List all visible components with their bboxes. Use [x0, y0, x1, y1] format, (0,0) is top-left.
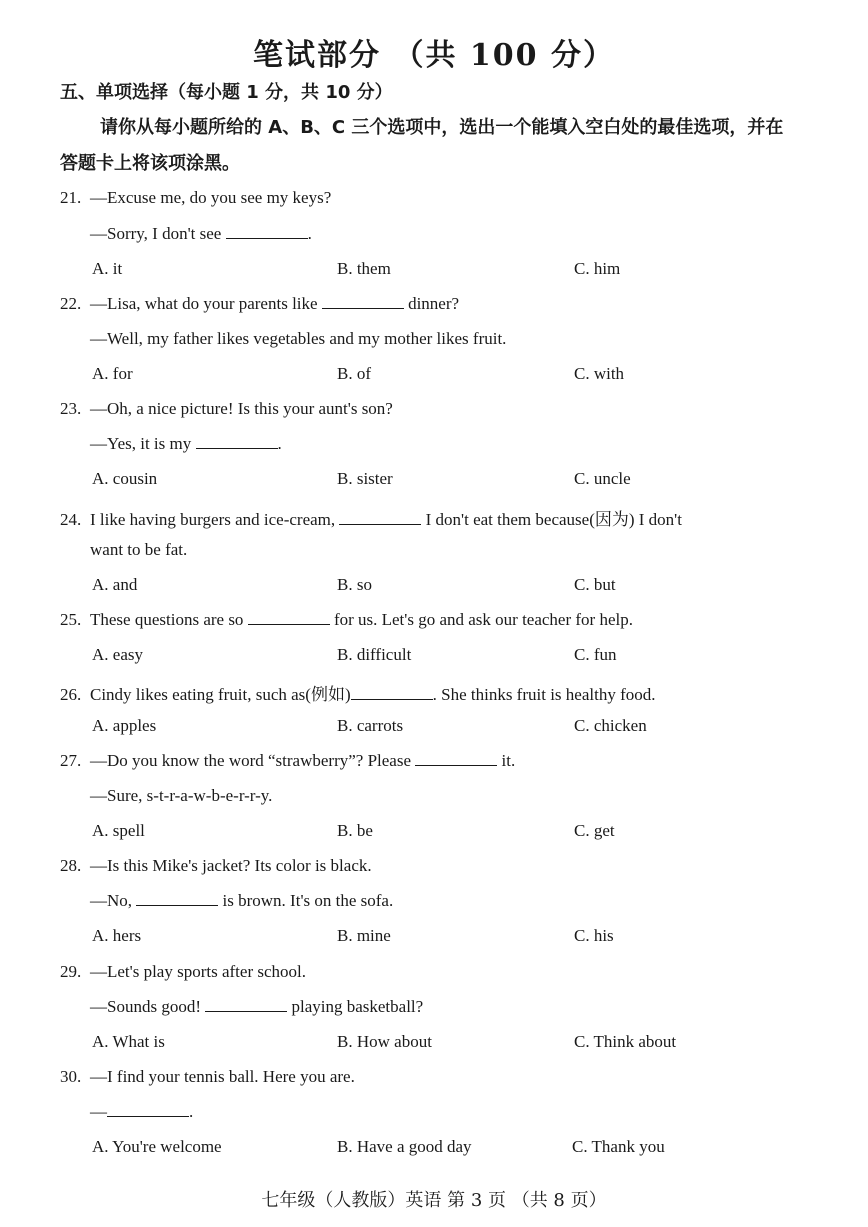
- question-text: —: [90, 1102, 107, 1121]
- option-a: A. and: [92, 575, 138, 594]
- question-text: for us. Let's go and ask our teacher for help.: [329, 610, 633, 629]
- question-text: is brown. It's on the sofa.: [218, 891, 394, 910]
- option-a: A. spell: [92, 821, 145, 840]
- question-22-line-2: —Well, my father likes vegetables and my mother likes fruit.: [90, 329, 507, 348]
- question-text: it.: [497, 751, 516, 770]
- question-21-line-2: [90, 224, 312, 244]
- answer-blank: [248, 610, 330, 625]
- answer-blank: [107, 1102, 189, 1117]
- option-c: C. chicken: [574, 716, 647, 735]
- section-heading: 五、单项选择（每小题 1 分，共 10 分）: [60, 82, 393, 103]
- option-a: A. for: [92, 364, 133, 383]
- question-21: [60, 188, 331, 208]
- answer-blank: [136, 891, 218, 906]
- question-text: I don't eat them because(因为) I don't: [421, 510, 682, 529]
- question-text: I like having burgers and ice-cream,: [90, 510, 340, 529]
- question-text: —Do you know the word “strawberry”? Please: [90, 751, 416, 770]
- option-c: C. Thank you: [572, 1137, 665, 1156]
- option-a: A. it: [92, 259, 123, 278]
- option-a: A. easy: [92, 645, 143, 664]
- option-b: B. them: [337, 259, 391, 278]
- answer-blank: [205, 997, 287, 1012]
- question-number: 30.: [60, 1067, 82, 1086]
- question-25: [60, 610, 633, 630]
- question-text: —Lisa, what do your parents like: [90, 294, 322, 313]
- question-26: [60, 680, 656, 705]
- question-28-line-2: [90, 891, 393, 911]
- question-30: [60, 1067, 355, 1087]
- instruction-line-2: 答题卡上将该项涂黑。: [60, 153, 240, 174]
- question-29: [60, 962, 306, 982]
- question-text: —Yes, it is my: [90, 434, 196, 453]
- question-text: Cindy likes eating fruit, such as(例如): [90, 685, 351, 704]
- question-23-line-2: [90, 434, 282, 454]
- question-text: These questions are so: [90, 610, 248, 629]
- question-text: —Excuse me, do you see my keys?: [90, 188, 332, 207]
- option-b: B. of: [337, 364, 371, 383]
- question-30-line-2: [90, 1102, 193, 1122]
- question-number: 29.: [60, 962, 82, 981]
- option-a: A. You're welcome: [92, 1137, 222, 1156]
- option-a: A. What is: [92, 1032, 165, 1051]
- question-28: [60, 856, 372, 876]
- option-c: C. uncle: [574, 469, 631, 488]
- question-text: —Sounds good!: [90, 997, 206, 1016]
- option-a: A. apples: [92, 716, 157, 735]
- option-a: A. cousin: [92, 469, 158, 488]
- question-text: playing basketball?: [287, 997, 424, 1016]
- option-c: C. fun: [574, 645, 617, 664]
- question-number: 24.: [60, 510, 82, 529]
- option-a: A. hers: [92, 926, 142, 945]
- option-c: C. him: [574, 259, 621, 278]
- question-number: 28.: [60, 856, 82, 875]
- question-number: 21.: [60, 188, 82, 207]
- option-b: B. How about: [337, 1032, 432, 1051]
- question-number: 23.: [60, 399, 82, 418]
- question-22: [60, 294, 459, 314]
- question-29-line-2: [90, 997, 423, 1017]
- question-24: [60, 505, 682, 530]
- question-27-line-2: —Sure, s-t-r-a-w-b-e-r-r-y.: [90, 786, 273, 805]
- instruction-line-1: 请你从每小题所给的 A、B、C 三个选项中，选出一个能填入空白处的最佳选项，并在: [100, 117, 784, 138]
- question-text: —Is this Mike's jacket? Its color is black.: [90, 856, 372, 875]
- option-b: B. sister: [337, 469, 393, 488]
- question-24-line-2: want to be fat.: [90, 540, 188, 559]
- question-text: .: [277, 434, 282, 453]
- option-b: B. be: [337, 821, 373, 840]
- option-c: C. with: [574, 364, 625, 383]
- answer-blank: [322, 294, 404, 309]
- question-number: 25.: [60, 610, 82, 629]
- question-27: [60, 751, 515, 771]
- option-b: B. carrots: [337, 716, 404, 735]
- answer-blank: [226, 224, 308, 239]
- option-c: C. but: [574, 575, 616, 594]
- question-text: —Oh, a nice picture! Is this your aunt's son?: [90, 399, 393, 418]
- page-footer: 七年级（人教版）英语 第 3 页 （共 8 页）: [261, 1190, 607, 1211]
- option-b: B. difficult: [337, 645, 412, 664]
- question-text: —Let's play sports after school.: [90, 962, 306, 981]
- question-text: . She thinks fruit is healthy food.: [432, 685, 656, 704]
- question-text: .: [189, 1102, 194, 1121]
- answer-blank: [351, 685, 433, 700]
- option-b: B. Have a good day: [337, 1137, 472, 1156]
- question-text: dinner?: [403, 294, 460, 313]
- question-text: —Sorry, I don't see: [90, 224, 226, 243]
- question-number: 26.: [60, 685, 82, 704]
- question-text: .: [307, 224, 312, 243]
- question-text: —I find your tennis ball. Here you are.: [90, 1067, 355, 1086]
- option-c: C. Think about: [574, 1032, 677, 1051]
- option-c: C. get: [574, 821, 615, 840]
- page-title: 笔试部分 （共 100 分）: [253, 38, 615, 73]
- option-c: C. his: [574, 926, 614, 945]
- answer-blank: [339, 510, 421, 525]
- answer-blank: [415, 751, 497, 766]
- option-b: B. mine: [337, 926, 391, 945]
- question-text: —No,: [90, 891, 137, 910]
- question-23: [60, 399, 393, 419]
- option-b: B. so: [337, 575, 372, 594]
- answer-blank: [196, 434, 278, 449]
- question-number: 22.: [60, 294, 82, 313]
- question-number: 27.: [60, 751, 82, 770]
